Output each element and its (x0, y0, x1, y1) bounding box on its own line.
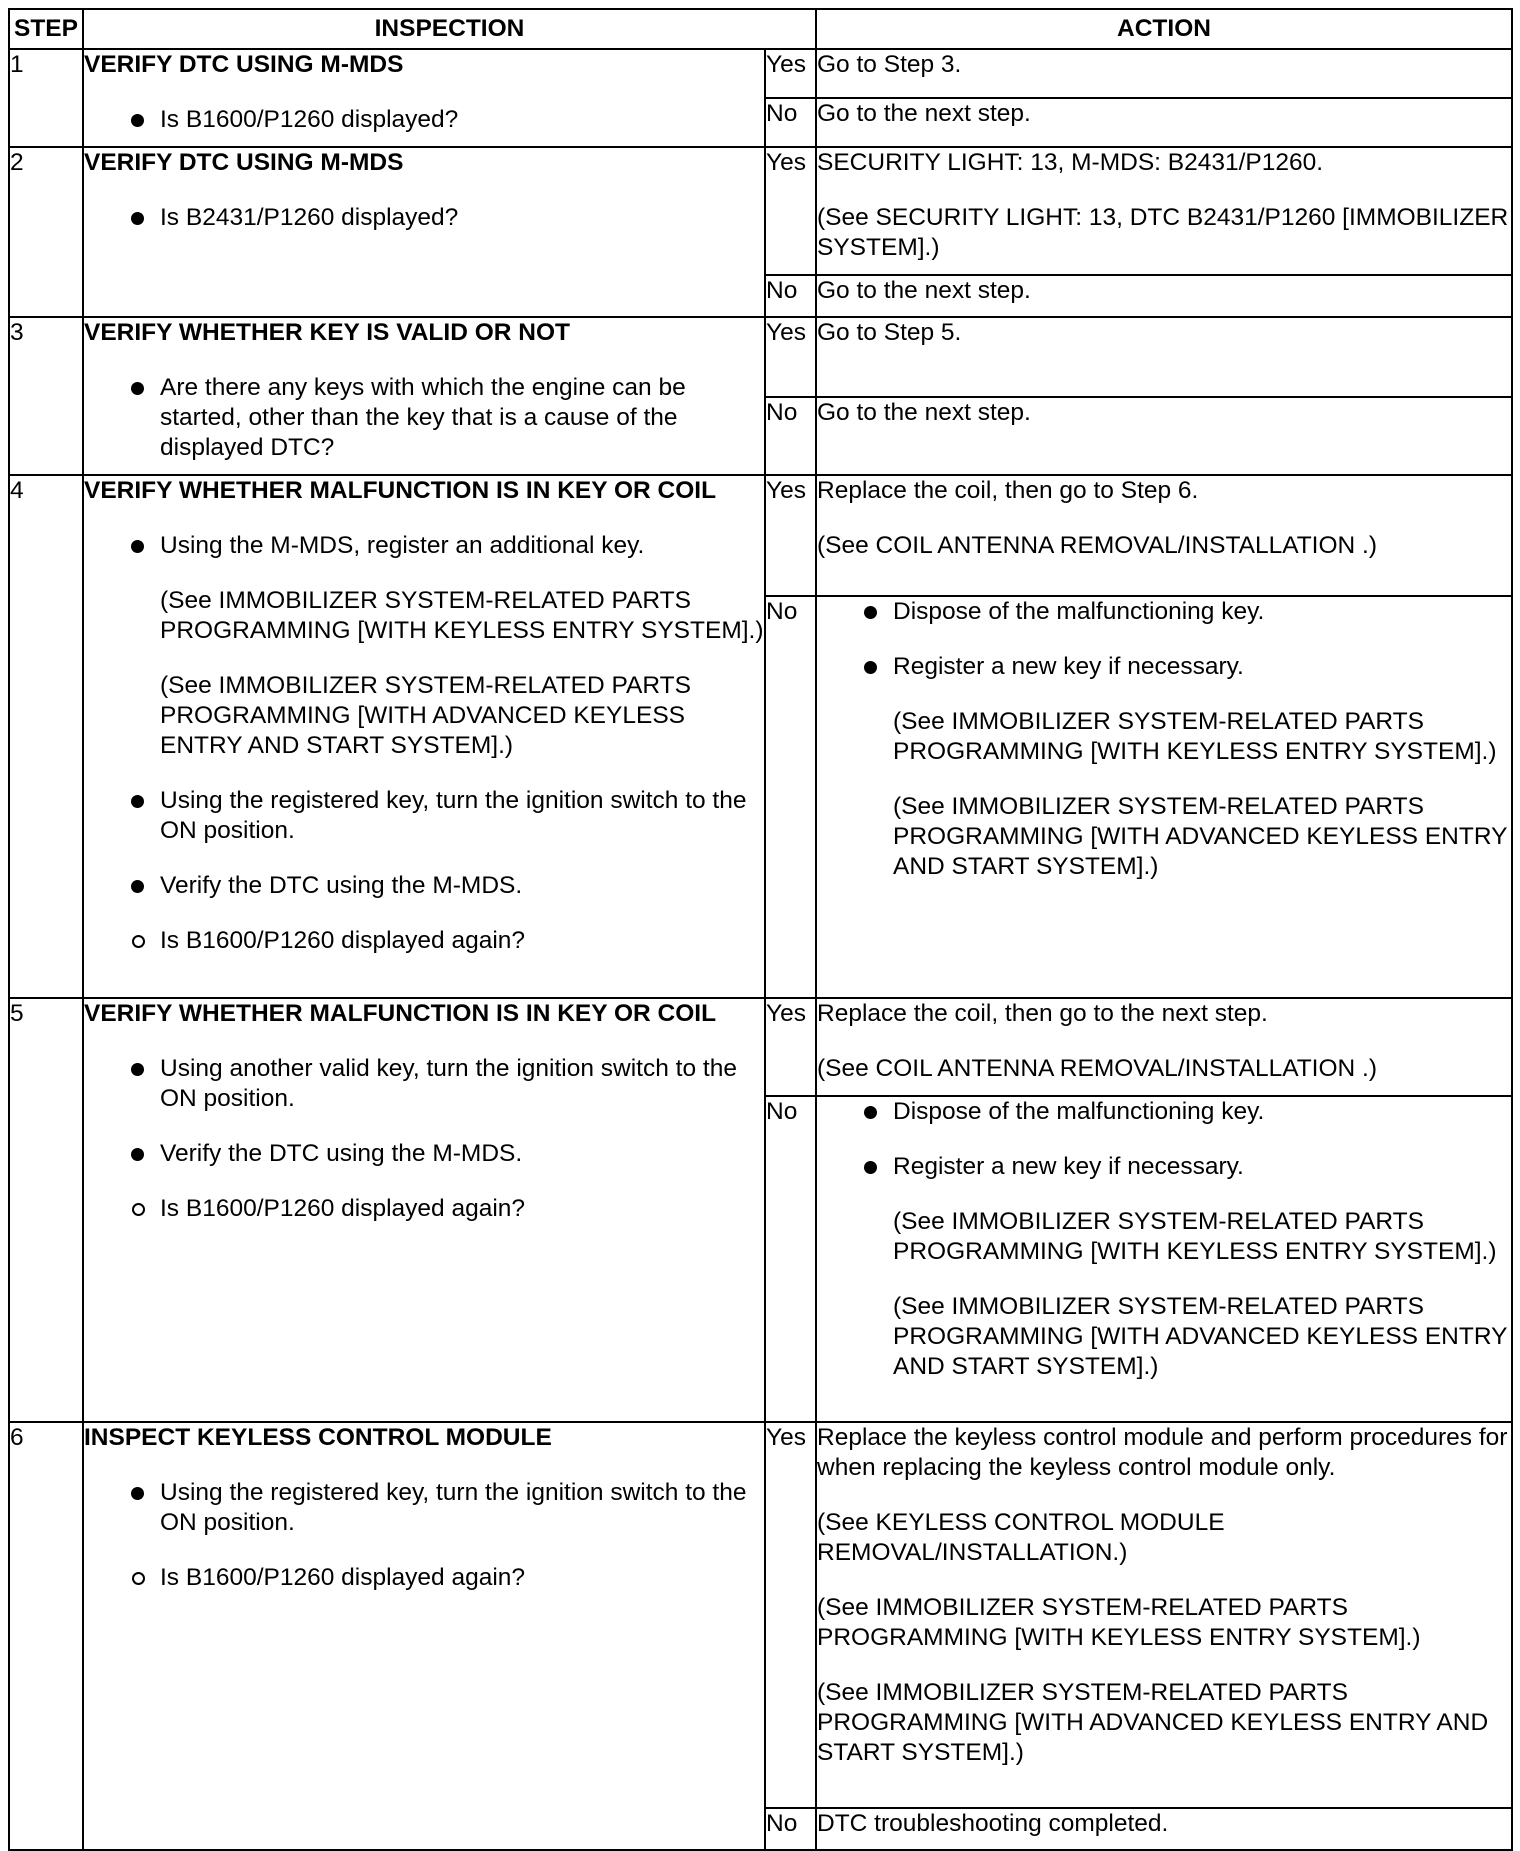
no-label: No (765, 397, 816, 475)
action-text: Go to the next step. (817, 277, 1031, 304)
step-5-inspection (83, 998, 765, 1422)
action-text: Replace the keyless control module and perform procedures for when replacing the keyless control module only. (817, 1424, 1508, 1481)
bullet-text: Register a new key if necessary. (893, 653, 1244, 680)
inspection-title: VERIFY DTC USING M-MDS (84, 149, 404, 176)
inspection-title: VERIFY WHETHER KEY IS VALID OR NOT (84, 319, 570, 346)
action-reference: (See IMMOBILIZER SYSTEM-RELATED PARTS PROGRAMMING [WITH ADVANCED KEYLESS ENTRY AND START SYSTEM].) (817, 1679, 1489, 1766)
header-action: ACTION (816, 9, 1512, 49)
step-1-yes-row (9, 49, 1512, 98)
inspection-question: Is B1600/P1260 displayed again? (84, 926, 764, 956)
yes-label: Yes (765, 475, 816, 596)
step-2-no-action (816, 275, 1512, 317)
action-text: DTC troubleshooting completed. (817, 1810, 1169, 1837)
step-6-yes-action (816, 1422, 1512, 1808)
yes-label: Yes (765, 147, 816, 275)
step-1-inspection (83, 49, 765, 147)
inspection-question: Is B2431/P1260 displayed? (84, 203, 764, 233)
header-row (9, 9, 1512, 49)
reference-note: (See IMMOBILIZER SYSTEM-RELATED PARTS PROGRAMMING [WITH ADVANCED KEYLESS ENTRY AND START SYSTEM].) (893, 1293, 1507, 1380)
inspection-bullet: Using another valid key, turn the ignition switch to the ON position. (84, 1054, 764, 1114)
yes-label: Yes (765, 317, 816, 397)
reference-note: (See IMMOBILIZER SYSTEM-RELATED PARTS PROGRAMMING [WITH KEYLESS ENTRY SYSTEM].) (160, 587, 764, 644)
bullet-text: Verify the DTC using the M-MDS. (160, 1140, 523, 1167)
step-3-yes-row (9, 317, 1512, 397)
header-inspection: INSPECTION (83, 9, 816, 49)
action-text: Go to Step 3. (817, 51, 962, 78)
step-3-yes-action (816, 317, 1512, 397)
step-number: 6 (9, 1422, 83, 1850)
action-reference: (See COIL ANTENNA REMOVAL/INSTALLATION .) (817, 532, 1378, 559)
inspection-bullet (84, 871, 764, 956)
step-number: 2 (9, 147, 83, 317)
step-3-inspection (83, 317, 765, 475)
step-number: 1 (9, 49, 83, 147)
action-bullet: Dispose of the malfunctioning key. (817, 597, 1511, 627)
inspection-question: Is B1600/P1260 displayed? (84, 105, 764, 135)
step-2-inspection (83, 147, 765, 317)
action-text: Go to Step 5. (817, 319, 962, 346)
step-5-no-action (816, 1096, 1512, 1422)
yes-label: Yes (765, 49, 816, 98)
no-label: No (765, 1096, 816, 1422)
inspection-bullet (84, 531, 764, 761)
step-6-inspection (83, 1422, 765, 1850)
inspection-question: Is B1600/P1260 displayed again? (84, 1194, 764, 1224)
reference-note: (See IMMOBILIZER SYSTEM-RELATED PARTS PROGRAMMING [WITH KEYLESS ENTRY SYSTEM].) (893, 1208, 1497, 1265)
step-4-inspection (83, 475, 765, 998)
step-5-yes-action (816, 998, 1512, 1096)
reference-note: (See IMMOBILIZER SYSTEM-RELATED PARTS PROGRAMMING [WITH ADVANCED KEYLESS ENTRY AND START SYSTEM].) (893, 793, 1507, 880)
inspection-question: Is B1600/P1260 displayed again? (84, 1563, 764, 1593)
inspection-question: Are there any keys with which the engine can be started, other than the key that is a cause of the displayed DTC? (84, 373, 764, 463)
reference-note: (See IMMOBILIZER SYSTEM-RELATED PARTS PROGRAMMING [WITH ADVANCED KEYLESS ENTRY AND START SYSTEM].) (160, 672, 691, 759)
action-text: Replace the coil, then go to Step 6. (817, 477, 1199, 504)
inspection-title: VERIFY DTC USING M-MDS (84, 51, 404, 78)
action-text: Replace the coil, then go to the next step. (817, 1000, 1268, 1027)
no-label: No (765, 98, 816, 147)
inspection-bullet: Using the registered key, turn the ignition switch to the ON position. (84, 786, 764, 846)
step-2-yes-action (816, 147, 1512, 275)
inspection-title: VERIFY WHETHER MALFUNCTION IS IN KEY OR COIL (84, 1000, 717, 1027)
action-bullet (817, 652, 1511, 882)
step-1-yes-action (816, 49, 1512, 98)
action-reference: (See IMMOBILIZER SYSTEM-RELATED PARTS PROGRAMMING [WITH KEYLESS ENTRY SYSTEM].) (817, 1594, 1421, 1651)
inspection-title: INSPECT KEYLESS CONTROL MODULE (84, 1424, 552, 1451)
header-step: STEP (9, 9, 83, 49)
inspection-bullet (84, 1139, 764, 1224)
step-4-yes-action (816, 475, 1512, 596)
no-label: No (765, 1808, 816, 1850)
step-2-yes-row (9, 147, 1512, 275)
action-reference: (See COIL ANTENNA REMOVAL/INSTALLATION .) (817, 1055, 1378, 1082)
step-number: 3 (9, 317, 83, 475)
yes-label: Yes (765, 998, 816, 1096)
yes-label: Yes (765, 1422, 816, 1808)
bullet-text: Using the M-MDS, register an additional key. (160, 532, 645, 559)
action-text: Go to the next step. (817, 100, 1031, 127)
step-5-yes-row (9, 998, 1512, 1096)
inspection-bullet (84, 1478, 764, 1593)
step-number: 5 (9, 998, 83, 1422)
action-text: SECURITY LIGHT: 13, M-MDS: B2431/P1260. (817, 149, 1324, 176)
step-4-yes-row (9, 475, 1512, 596)
bullet-text: Register a new key if necessary. (893, 1153, 1244, 1180)
action-reference: (See SECURITY LIGHT: 13, DTC B2431/P1260 [IMMOBILIZER SYSTEM].) (817, 204, 1509, 261)
step-3-no-action (816, 397, 1512, 475)
no-label: No (765, 275, 816, 317)
no-label: No (765, 596, 816, 998)
step-1-no-action (816, 98, 1512, 147)
reference-note: (See IMMOBILIZER SYSTEM-RELATED PARTS PROGRAMMING [WITH KEYLESS ENTRY SYSTEM].) (893, 708, 1497, 765)
bullet-text: Verify the DTC using the M-MDS. (160, 872, 523, 899)
inspection-title: VERIFY WHETHER MALFUNCTION IS IN KEY OR COIL (84, 477, 717, 504)
action-reference: (See KEYLESS CONTROL MODULE REMOVAL/INSTALLATION.) (817, 1509, 1225, 1566)
action-bullet (817, 1152, 1511, 1382)
bullet-text: Using the registered key, turn the ignition switch to the ON position. (160, 1479, 747, 1536)
step-number: 4 (9, 475, 83, 998)
troubleshooting-table (8, 8, 1513, 1851)
step-6-no-action (816, 1808, 1512, 1850)
action-bullet: Dispose of the malfunctioning key. (817, 1097, 1511, 1127)
action-text: Go to the next step. (817, 399, 1031, 426)
step-4-no-action (816, 596, 1512, 998)
step-6-yes-row (9, 1422, 1512, 1808)
